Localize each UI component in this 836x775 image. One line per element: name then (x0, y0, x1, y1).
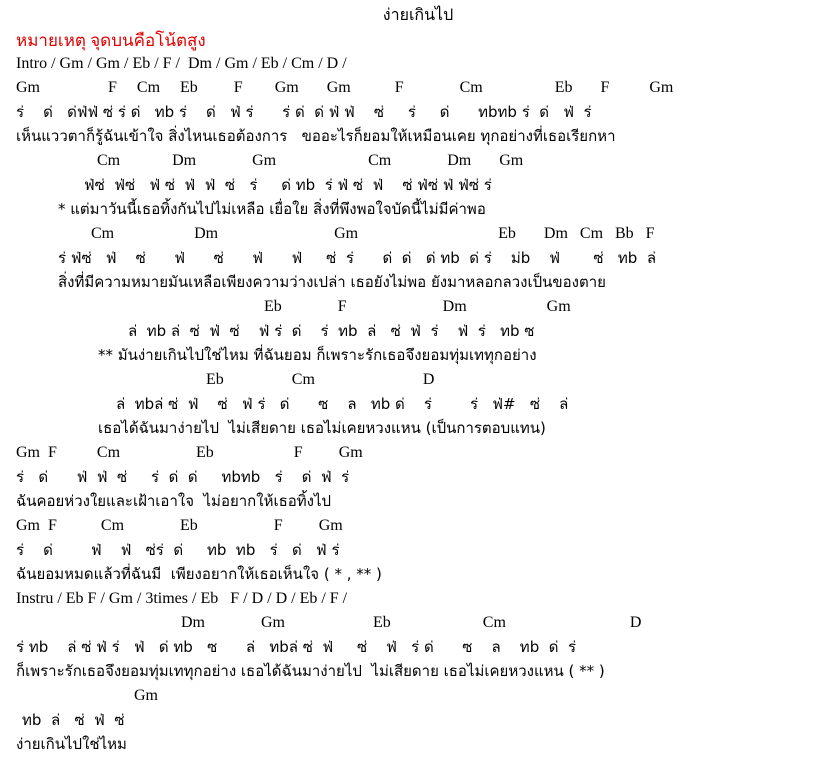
lyric-line: ง่ายเกินไปใช่ไหม (16, 735, 127, 753)
lyric-line: ฉันคอยห่วงใยและเฝ้าเอาใจ ไม่อยากให้เธอทิ้งไป (16, 492, 332, 510)
instru-line: Instru / Eb F / Gm / 3times / Eb F / D / D / Eb / F / (16, 590, 348, 607)
notes-line: ล่ ทb ล่ ซ่ ฟ่ ซ่ ฟ่ ร่ ด่ ร่ ทb ล่ ซ่ ฟ่ ร่ ฟ่ ร่ ทb ซ (128, 322, 535, 340)
notes-line: ร่ ด่ ด่ฟ่ฟ่ ซ่ ร่ ด่ ทb ร่ ด่ ฟ่ ร่ ร่ ด่ ด่ ฟ่ ฟ่ ซ่ ร่ ด่ ทbทb ร่ ด่ ฟ่ ร่ (16, 103, 592, 121)
chord-line: Eb F Dm Gm (264, 298, 571, 315)
lyric-line: ** มันง่ายเกินไปใช่ไหม ที่ฉันยอม ก็เพราะรักเธอจึงยอมทุ่มเททุกอย่าง (98, 346, 537, 364)
intro-line: Intro / Gm / Gm / Eb / F / Dm / Gm / Eb / Cm / D / (16, 55, 347, 72)
notes-line: ร่ ด่ ฟ่ ฟ่ ซ่ร่ ด่ ทb ทb ร่ ด่ ฟ่ ร่ (16, 541, 340, 559)
chord-line: Cm Dm Gm Eb Dm Cm Bb F (91, 225, 655, 242)
lyric-line: เธอได้ฉันมาง่ายไป ไม่เสียดาย เธอไม่เคยหวงแหน (เป็นการตอบแทน) (98, 419, 546, 437)
chord-line: Dm Gm Eb Cm D (181, 614, 642, 631)
notes-line: ร่ ทb ล่ ซ่ ฟ่ ร่ ฟ่ ด่ ทb ซ ล่ ทbล่ ซ่ ฟ่ ซ่ ฟ่ ร่ ด่ ซ ล ทb ด่ ร่ (16, 638, 577, 656)
chord-line: Gm F Cm Eb F Gm (16, 444, 363, 461)
notes-line: ล่ ทbล่ ซ่ ฟ่ ซ่ ฟ่ ร่ ด่ ซ ล ทb ด่ ร่ ร่ ฟ่# ซ่ ล่ (116, 395, 569, 413)
lyric-line: สิ่งที่มีความหมายมันเหลือเพียงความว่างเปล่า เธอยังไม่พอ ยังมาหลอกลวงเป็นของตาย (58, 273, 606, 291)
chord-line: Cm Dm Gm Cm Dm Gm (97, 152, 524, 169)
note-high-pitch: หมายเหตุ จุดบนคือโน้ตสูง (16, 31, 206, 50)
lyric-line: ฉันยอมหมดแล้วที่ฉันมี เพียงอยากให้เธอเห็นใจ ( * , ** ) (16, 565, 382, 583)
chord-line: Gm F Cm Eb F Gm Gm F Cm Eb F Gm (16, 79, 674, 96)
notes-line: ร่ ฟ่ซ่ ฟ่ ซ่ ฟ่ ซ่ ฟ่ ฟ่ ซ่ ร่ ด่ ด่ ด่ ทb ด่ ร่ ม่b ฟ่ ซ่ ทb ล่ (58, 249, 657, 267)
song-title: ง่ายเกินไป (382, 7, 454, 24)
chord-line: Gm F Cm Eb F Gm (16, 517, 343, 534)
chord-line: Gm (134, 687, 158, 704)
notes-line: ฟ่ซ่ ฟ่ซ่ ฟ่ ซ่ ฟ่ ฟ่ ซ่ ร่ ด่ ทb ร่ ฟ่ ซ่ ฟ่ ซ่ ฟ่ซ่ ฟ่ ฟ่ซ่ ร่ (84, 176, 492, 194)
notes-line: ทb ล่ ซ่ ฟ่ ซ่ (22, 711, 125, 729)
notes-line: ร่ ด่ ฟ่ ฟ่ ซ่ ร่ ด่ ด่ ทbทb ร่ ด่ ฟ่ ร่ (16, 468, 350, 486)
lyric-line: เห็นแววตาก็รู้ฉันเข้าใจ สิ่งไหนเธอต้องการ ขออะไรก็ยอมให้เหมือนเคย ทุกอย่างที่เธอเรียกหา (16, 127, 616, 145)
lyric-line: ก็เพราะรักเธอจึงยอมทุ่มเททุกอย่าง เธอได้ฉันมาง่ายไป ไม่เสียดาย เธอไม่เคยหวงแหน ( ** ) (16, 662, 605, 680)
lyric-line: * แต่มาวันนี้เธอทิ้งกันไปไม่เหลือ เยื่อใย สิ่งที่พึงพอใจบัดนี้ไม่มีค่าพอ (58, 200, 486, 218)
chord-line: Eb Cm D (206, 371, 435, 388)
